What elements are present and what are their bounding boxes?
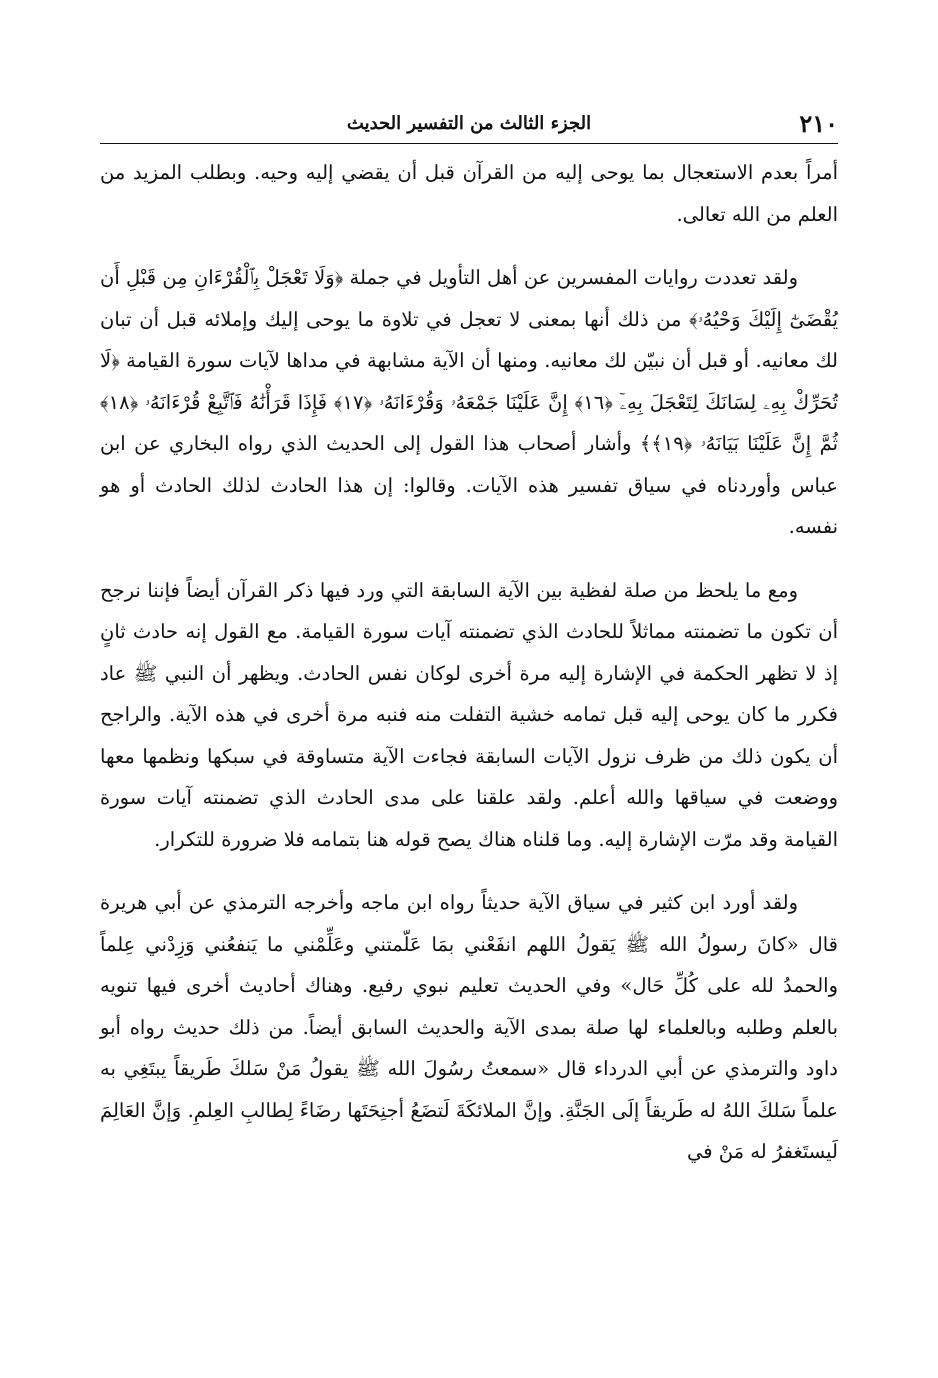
paragraph-3: ومع ما يلحظ من صلة لفظية بين الآية السابقة التي ورد فيها ذكر القرآن أيضاً فإننا نرجح أن تكون ما تضمنته مماثلاً للحادث الذي تضمنته آيات سورة القيامة. مع القول إنه حادث ثانٍ إذ لا تظهر الحكمة في الإشارة إليه مرة أخرى لوكان نفس الحادث. ويظهر أن النبي ﷺ عاد فكرر ما كان يوحى إليه قبل تمامه خشية التفلت منه فنبه مرة أخرى في هذه الآية. والراجح أن يكون ذلك من ظرف نزول الآيات السابقة فجاءت الآية متساوقة في سبكها ونظمها معها ووضعت في سياقها والله أعلم. ولقد علقنا على مدى الحادث الذي تضمنته آيات سورة القيامة وقد مرّت الإشارة إليه. وما قلناه هناك يصح قوله هنا بتمامه فلا ضرورة للتكرار. — [100, 578, 838, 851]
page-number: ٢١٠ — [799, 109, 838, 138]
running-title: الجزء الثالث من التفسير الحديث — [346, 113, 592, 134]
paragraph-2: ولقد تعددت روايات المفسرين عن أهل التأويل في جملة ﴿وَلَا تَعْجَلْ بِٱلْقُرْءَانِ مِن قَبْلِ أَن يُقْضَىٰٓ إِلَيْكَ وَحْيُهُۥ﴾ من ذلك أنها بمعنى لا تعجل في تلاوة ما يوحى إليك وإملائه قبل أن تبان لك معانيه. أو قبل أن نبيّن لك معانيه. ومنها أن الآية مشابهة في مداها لآيات سورة القيامة ﴿لَا تُحَرِّكْ بِهِۦ لِسَانَكَ لِتَعْجَلَ بِهِۦٓ ﴿١٦﴾ إِنَّ عَلَيْنَا جَمْعَهُۥ وَقُرْءَانَهُۥ ﴿١٧﴾ فَإِذَا قَرَأْنَٰهُ فَٱتَّبِعْ قُرْءَانَهُۥ ﴿١٨﴾ ثُمَّ إِنَّ عَلَيْنَا بَيَانَهُۥ ﴿١٩﴾﴾ وأشار أصحاب هذا القول إلى الحديث الذي رواه البخاري عن ابن عباس وأوردناه في سياق تفسير هذه الآيات. وقالوا: إن هذا الحادث لذلك الحادث أو هو نفسه. — [100, 266, 838, 538]
page-body — [100, 152, 838, 1195]
paragraph-1: أمراً بعدم الاستعجال بما يوحى إليه من القرآن قبل أن يقضي إليه وحيه. وبطلب المزيد من العلم من الله تعالى. — [100, 161, 838, 226]
paragraph-4: ولقد أورد ابن كثير في سياق الآية حديثاً رواه ابن ماجه وأخرجه الترمذي عن أبي هريرة قال «كانَ رسولُ الله ﷺ يَقولُ اللهم انفَعْني بمَا عَلّمتني وعَلِّمْني ما يَنفعُني وَزِدْني عِلماً والحمدُ لله على كُلِّ حَال» وفي الحديث تعليم نبوي رفيع. وهناك أحاديث أخرى فيها تنويه بالعلم وطلبه وبالعلماء لها صلة بمدى الآية والحديث السابق أيضاً. من ذلك حديث رواه أبو داود والترمذي عن أبي الدرداء قال «سمعتُ رسُولَ الله ﷺ يقولُ مَنْ سَلكَ طَريقاً يبتَغِي به علماً سَلكَ اللهُ له طَريقاً إلَى الجَنَّةِ. وإنَّ الملائكَةَ لَتضَعُ أجنِحَتَها رضَاءً لِطالبِ العِلمِ. وَإنَّ العَالِمَ لَيستَغفرُ له مَنْ في — [100, 891, 838, 1163]
page-header — [100, 108, 838, 140]
header-rule — [100, 143, 838, 144]
